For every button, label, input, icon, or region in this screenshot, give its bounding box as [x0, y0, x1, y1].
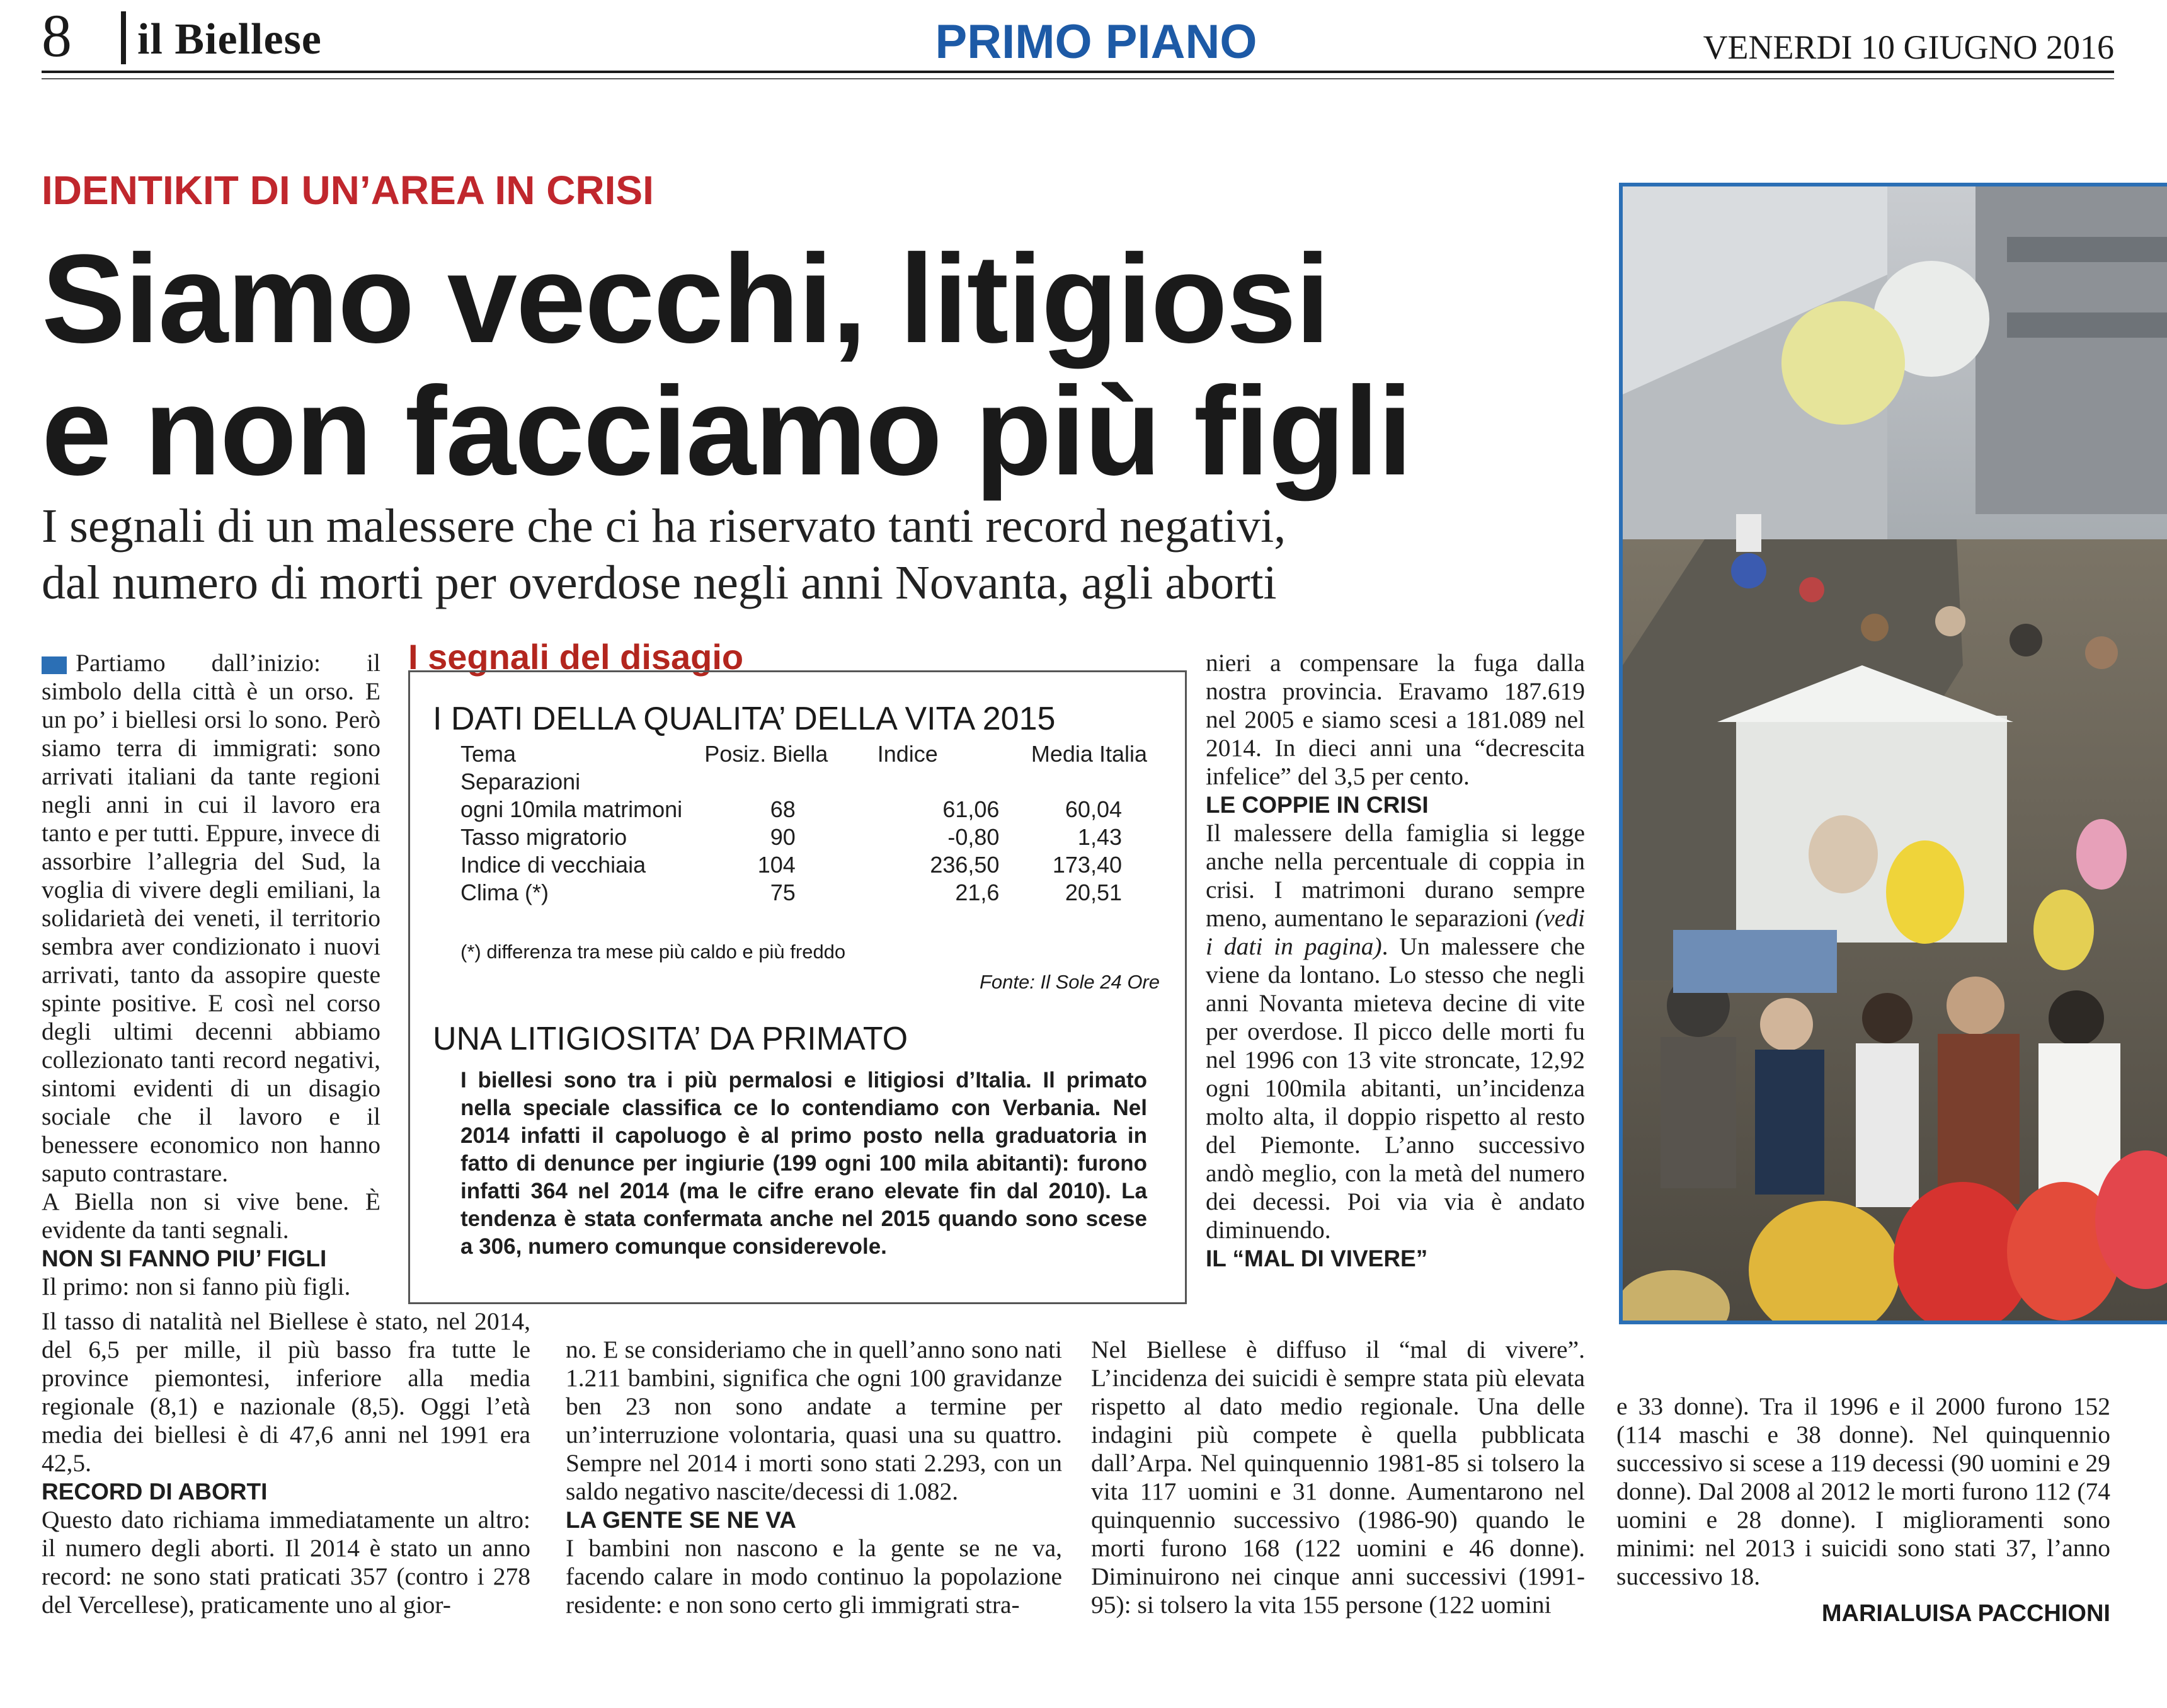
table-cell: 75	[770, 880, 796, 905]
subhead-no-children: NON SI FANNO PIU’ FIGLI	[42, 1246, 327, 1271]
table-cell	[704, 768, 840, 796]
section-title: PRIMO PIANO	[935, 15, 1257, 69]
col1-wide-paragraph-1: Il tasso di natalità nel Biellese è stato, nel 2014, del 6,5 per mille, il più basso fra tutte le province piemontesi, inferiore alla media regionale (8,1) e nazionale (8,5). Oggi l’età media dei biellesi è di 47,6 anni nel 1991 era 42,5.	[42, 1307, 530, 1477]
table-cell: 61,06	[942, 796, 1000, 822]
col2-paragraph-2: I bambini non nascono e la gente se ne va, facendo calare in modo continuo la popolazione residente: e non sono certo gli immigrati stra-	[566, 1534, 1062, 1619]
header-rule	[42, 71, 2114, 79]
table-cell: Tasso migratorio	[460, 824, 627, 850]
box-section-title: UNA LITIGIOSITA’ DA PRIMATO	[433, 1021, 908, 1057]
box-title: I segnali del disagio	[403, 635, 748, 679]
table-cell: ogni 10mila matrimoni	[460, 796, 683, 822]
col2-paragraph-1: no. E se consideriamo che in quell’anno sono nati 1.211 bambini, significa che ogni 100 gravidanze ben 23 non sono andate a termine per un’interruzione volontaria, quasi una su quattro. Sempre nel 2014 i morti sono stati 2.293, con un saldo negativo nascite/decessi di 1.082.	[566, 1336, 1062, 1505]
page-number: 8	[42, 2, 72, 69]
byline: MARIALUISA PACCHIONI	[1821, 1600, 2110, 1627]
col3-wide-paragraph-1: Nel Biellese è diffuso il “mal di vivere”. L’incidenza dei suicidi è sempre stata più elevata rispetto al dato medio regionale. Una delle indagini più compete è quella pubblicata dall’Arpa. Nel quinquennio 1981-85 si tolsero la vita 117 uomini e 31 donne. Aumentarono nel quinquennio successivo (1986-90) quando le morti furono 168 (122 uomini e 46 donne). Diminuirono nei cinque anni successivi (1991-95): si tolsero la vita 155 persone (122 uomini	[1091, 1336, 1585, 1619]
column-3-continued	[1091, 1336, 1585, 1619]
column-1-continued	[42, 1307, 530, 1619]
table-header-row	[460, 740, 1147, 768]
column-2	[566, 1336, 1062, 1619]
table-source: Fonte: Il Sole 24 Ore	[979, 971, 1160, 993]
table-cell	[999, 768, 1147, 796]
quality-of-life-table	[460, 740, 1147, 907]
subhead-people-leave: LA GENTE SE NE VA	[566, 1507, 796, 1533]
standfirst-line-1: I segnali di un malessere che ci ha riservato tanti record negativi,	[42, 500, 1286, 553]
table-header-cell: Tema	[460, 741, 517, 767]
table-row	[460, 851, 1147, 879]
standfirst-line-2: dal numero di morti per overdose negli anni Novanta, agli aborti	[42, 556, 1277, 609]
table-cell	[840, 768, 1000, 796]
col3-paragraph-1: nieri a compensare la fuga dalla nostra provincia. Eravamo 187.619 nel 2005 e siamo scesi a 181.089 nel 2014. In dieci anni una “decrescita infelice” del 3,5 per cento.	[1206, 649, 1585, 790]
table-cell: 173,40	[1052, 852, 1122, 878]
data-box	[408, 670, 1187, 1304]
table-cell: Clima (*)	[460, 880, 549, 905]
street-market-photo	[1619, 183, 2167, 1324]
box-section-text: I biellesi sono tra i più permalosi e litigiosi d’Italia. Il primato nella speciale classifica ce lo contendiamo con Verbania. Nel 2014 infatti il capoluogo è al primo posto nella graduatoria in fatto di denunce per ingiurie (199 ogni 100 mila abitanti): furono infatti 364 nel 2014 (ma le cifre erano elevate fin dal 2010). La tendenza è stata confermata anche nel 2015 quando sono scese a 306, numero comunque considerevole.	[460, 1068, 1147, 1259]
col4-paragraph-1: e 33 donne). Tra il 1996 e il 2000 furono 152 (114 maschi e 38 donne). Nel quinquennio successivo si scese a 119 decessi (90 uomini e 29 donne). Dal 2008 al 2012 le morti furono 112 (74 uomini e 28 donne). I miglioramenti sono minimi: nel 2013 i suicidi sono stati 37, l’anno successivo 18.	[1616, 1392, 2110, 1590]
table-header-cell: Indice	[877, 741, 938, 767]
issue-date: VENERDI 10 GIUGNO 2016	[1703, 28, 2114, 66]
headline-line-2: e non facciamo più figli	[42, 361, 1412, 502]
column-3	[1206, 649, 1585, 1273]
table-row	[460, 796, 1147, 823]
table-cell: 90	[770, 824, 796, 850]
table-cell: -0,80	[947, 824, 1000, 850]
header-divider	[121, 11, 126, 64]
table-cell: 20,51	[1065, 880, 1122, 905]
table-row	[460, 823, 1147, 851]
italic-reference: (vedi i dati in pagina)	[1206, 904, 1585, 960]
table-row	[460, 768, 1147, 796]
table-title: I DATI DELLA QUALITA’ DELLA VITA 2015	[433, 701, 1056, 737]
column-4	[1616, 1392, 2110, 1591]
table-cell: 236,50	[930, 852, 1000, 878]
table-cell: 60,04	[1065, 796, 1122, 822]
table-cell: Indice di vecchiaia	[460, 852, 646, 878]
headline	[42, 229, 1616, 502]
col1-paragraph-1: Partiamo dall’inizio: il simbolo della città è un orso. E un po’ i biellesi orsi lo sono. Però siamo terra di immigrati: sono arrivati italiani da tante regioni negli anni in cui il lavoro era tanto e per tutti. Eppure, invece di assorbire l’allegria del Sud, la voglia di vivere degli emiliani, la solidarietà dei veneti, il territorio sembra aver condizionato i nuovi arrivati, tanto da assopire queste spinte positive. E così nel corso degli ultimi decenni abbiamo collezionato tanti record negativi, sintomi evidenti di un disagio sociale che il lavoro e il benessere economico non hanno saputo contrastare.	[42, 649, 380, 1187]
table-cell: Separazioni	[460, 769, 581, 794]
table-header-cell: Media Italia	[1031, 741, 1147, 767]
table-footnote: (*) differenza tra mese più caldo e più freddo	[460, 941, 846, 963]
col1-wide-paragraph-2: Questo dato richiama immediatamente un altro: il numero degli aborti. Il 2014 è stato un anno record: ne sono stati praticati 357 (contro i 278 del Vercellese), praticamente uno al gior-	[42, 1506, 530, 1619]
table-row	[460, 879, 1147, 907]
table-header-cell: Posiz. Biella	[704, 741, 828, 767]
table-cell: 104	[757, 852, 796, 878]
paragraph-marker	[42, 656, 67, 674]
col3-paragraph-2: Il malessere della famiglia si legge anche nella percentuale di coppia in crisi. I matrimoni durano sempre meno, aumentano le separazioni (vedi i dati in pagina). Un malessere che viene da lontano. Lo stesso che negli anni Novanta mieteva decine di vite per overdose. Il picco delle morti fu nel 1996 con 13 vite stroncate, 12,92 ogni 100mila abitanti, un’incidenza molto alta, il doppio rispetto al resto del Piemonte. L’anno successivo andò meglio, con la metà del numero dei decessi. Poi via via è andato diminuendo.	[1206, 819, 1585, 1244]
standfirst	[42, 498, 1629, 611]
table-cell: 1,43	[1077, 824, 1122, 850]
subhead-abortions: RECORD DI ABORTI	[42, 1479, 268, 1505]
kicker: IDENTIKIT DI UN’AREA IN CRISI	[42, 168, 654, 213]
column-1	[42, 649, 380, 1301]
subhead-couples-crisis: LE COPPIE IN CRISI	[1206, 792, 1429, 818]
table-cell: 21,6	[955, 880, 1000, 905]
col1-paragraph-2: A Biella non si vive bene. È evidente da tanti segnali.	[42, 1188, 380, 1244]
headline-line-1: Siamo vecchi, litigiosi	[42, 229, 1329, 369]
subhead-mal-di-vivere: IL “MAL DI VIVERE”	[1206, 1246, 1428, 1271]
col1-paragraph-3: Il primo: non si fanno più figli.	[42, 1273, 351, 1300]
masthead-logo: il Biellese	[137, 15, 322, 64]
table-cell: 68	[770, 796, 796, 822]
